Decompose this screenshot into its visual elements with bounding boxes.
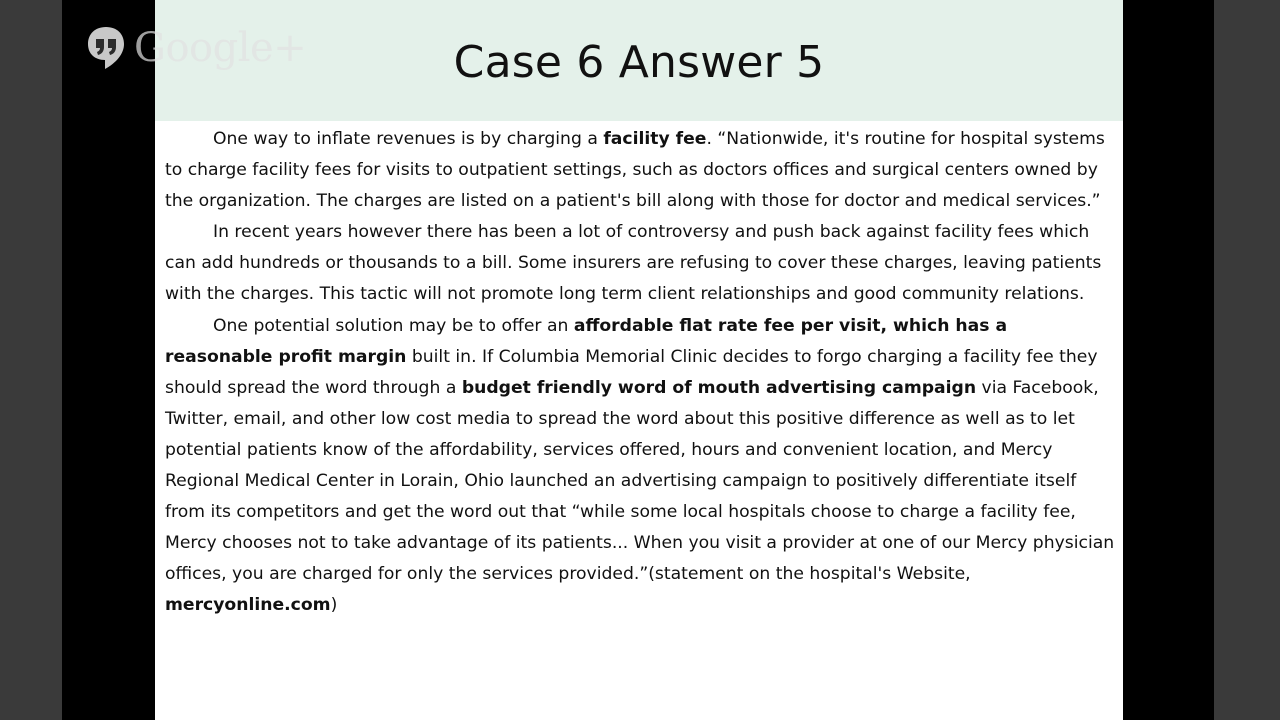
google-plus-logo xyxy=(86,20,316,76)
bold-text-run: budget friendly word of mouth advertising campaign xyxy=(461,377,977,398)
text-run: In recent years however there has been a lot of controversy and push back against facility fees which can add hundreds or thousands to a bill. Some insurers are refusing to cover these charges, leaving patients with the charges. This tactic will not promote long term client relationships and good community relations. xyxy=(165,222,1102,305)
bold-text-run: affordable flat rate fee per visit, which has a reasonable profit margin xyxy=(165,315,1008,367)
google-plus-wordmark: Google+ xyxy=(134,25,307,71)
right-frame-bar xyxy=(1214,0,1280,720)
text-run: ) xyxy=(330,595,338,616)
body-paragraph xyxy=(165,217,1115,310)
text-run: One potential solution may be to offer an xyxy=(213,315,574,336)
presentation-slide xyxy=(155,0,1123,720)
slide-title: Case 6 Answer 5 xyxy=(453,37,825,88)
body-paragraph xyxy=(165,124,1115,217)
hangouts-quote-icon xyxy=(86,25,126,71)
text-run: One way to inflate revenues is by charging a xyxy=(213,129,604,149)
left-frame-bar xyxy=(0,0,62,720)
bold-text-run: mercyonline.com xyxy=(165,595,331,616)
text-run: via Facebook, Twitter, email, and other low cost media to spread the word about this positive difference as well as to let potential patients know of the affordability, services offered, hours and convenient location, and Mercy Regional Medical Center in Lorain, Ohio launched an advertising campaign to positively differentiate itself from its competitors and get the word out that “while some local hospitals choose to charge a facility fee, Mercy chooses not to take advantage of its patients... When you visit a provider at one of our Mercy physician offices, you are charged for only the services provided.”(statement on the hospital's Website, xyxy=(165,377,1115,585)
text-run: built in. If Columbia Memorial Clinic decides to forgo charging a facility fee they should spread the word through a xyxy=(165,346,1098,398)
slide-body xyxy=(165,124,1115,622)
text-run: . “Nationwide, it's routine for hospital systems to charge facility fees for visits to outpatient settings, such as doctors offices and surgical centers owned by the organization. The charges are listed on a patient's bill along with those for doctor and medical services.” xyxy=(165,129,1105,212)
body-paragraph xyxy=(165,311,1115,622)
bold-text-run: facility fee xyxy=(603,129,707,149)
